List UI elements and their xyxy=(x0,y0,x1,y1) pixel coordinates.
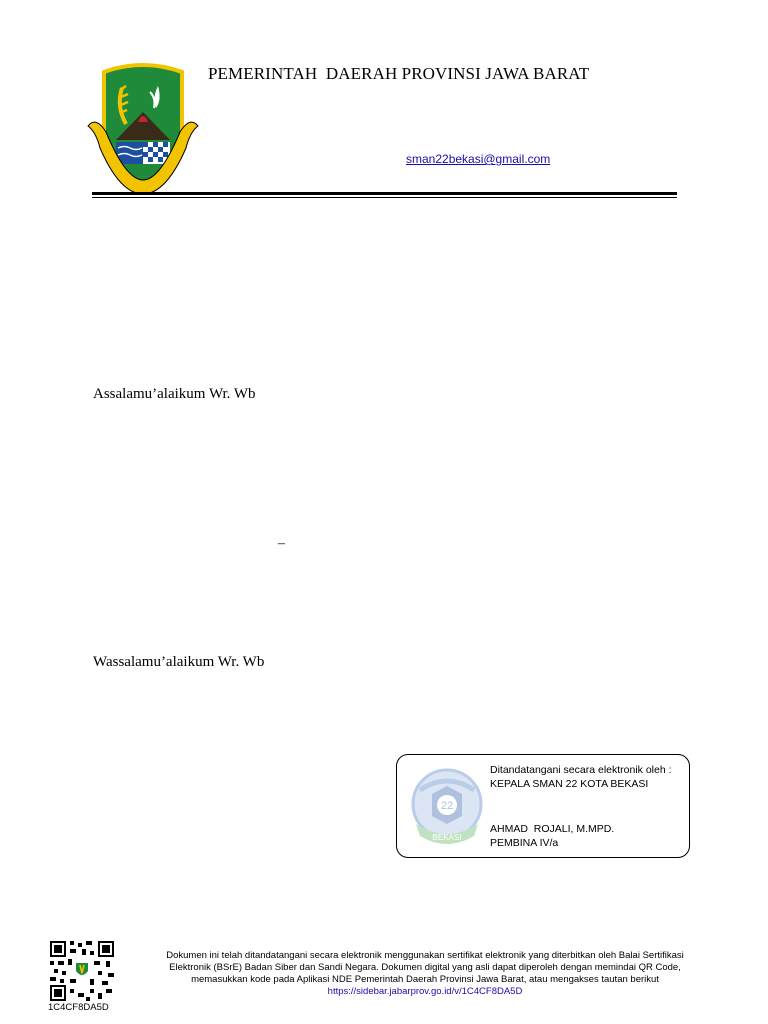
jawa-barat-emblem-logo xyxy=(86,62,200,198)
verification-link[interactable]: https://sidebar.jabarprov.go.id/v/1C4CF8DA5D xyxy=(327,986,523,997)
email-link[interactable]: sman22bekasi@gmail.com xyxy=(406,152,551,166)
footer-line: Elektronik (BSrE) Badan Siber dan Sandi Negara. Dokumen digital yang asli dapat diperoleh dengan memindai QR Code, xyxy=(169,962,681,973)
footer-disclaimer xyxy=(128,950,722,998)
school-stamp-logo xyxy=(408,764,486,852)
qr-code-id: 1C4CF8DA5D xyxy=(48,1002,109,1013)
header-divider-thin xyxy=(92,197,677,198)
signer-position: KEPALA SMAN 22 KOTA BEKASI xyxy=(490,778,649,790)
signer-name: AHMAD ROJALI, M.MPD. xyxy=(490,823,615,835)
footer-line: Dokumen ini telah ditandatangani secara elektronik menggunakan sertifikat elektronik yang diterbitkan oleh Balai Sertifikasi xyxy=(166,950,684,961)
svg-text:BEKASI: BEKASI xyxy=(432,833,462,842)
header-divider-thick xyxy=(92,192,677,195)
closing-text: Wassalamu’alaikum Wr. Wb xyxy=(93,654,265,670)
government-title: PEMERINTAH DAERAH PROVINSI JAWA BARAT xyxy=(208,64,590,83)
qr-code[interactable] xyxy=(50,941,114,1001)
signature-statement: Ditandatangani secara elektronik oleh : xyxy=(490,764,672,776)
greeting-text: Assalamu’alaikum Wr. Wb xyxy=(93,386,256,402)
dash-mark: – xyxy=(278,536,285,551)
signer-rank: PEMBINA IV/a xyxy=(490,837,559,849)
svg-text:22: 22 xyxy=(440,800,454,812)
footer-line: memasukkan kode pada Aplikasi NDE Pemerintah Daerah Provinsi Jawa Barat, atau mengakses tautan berikut xyxy=(191,974,659,985)
